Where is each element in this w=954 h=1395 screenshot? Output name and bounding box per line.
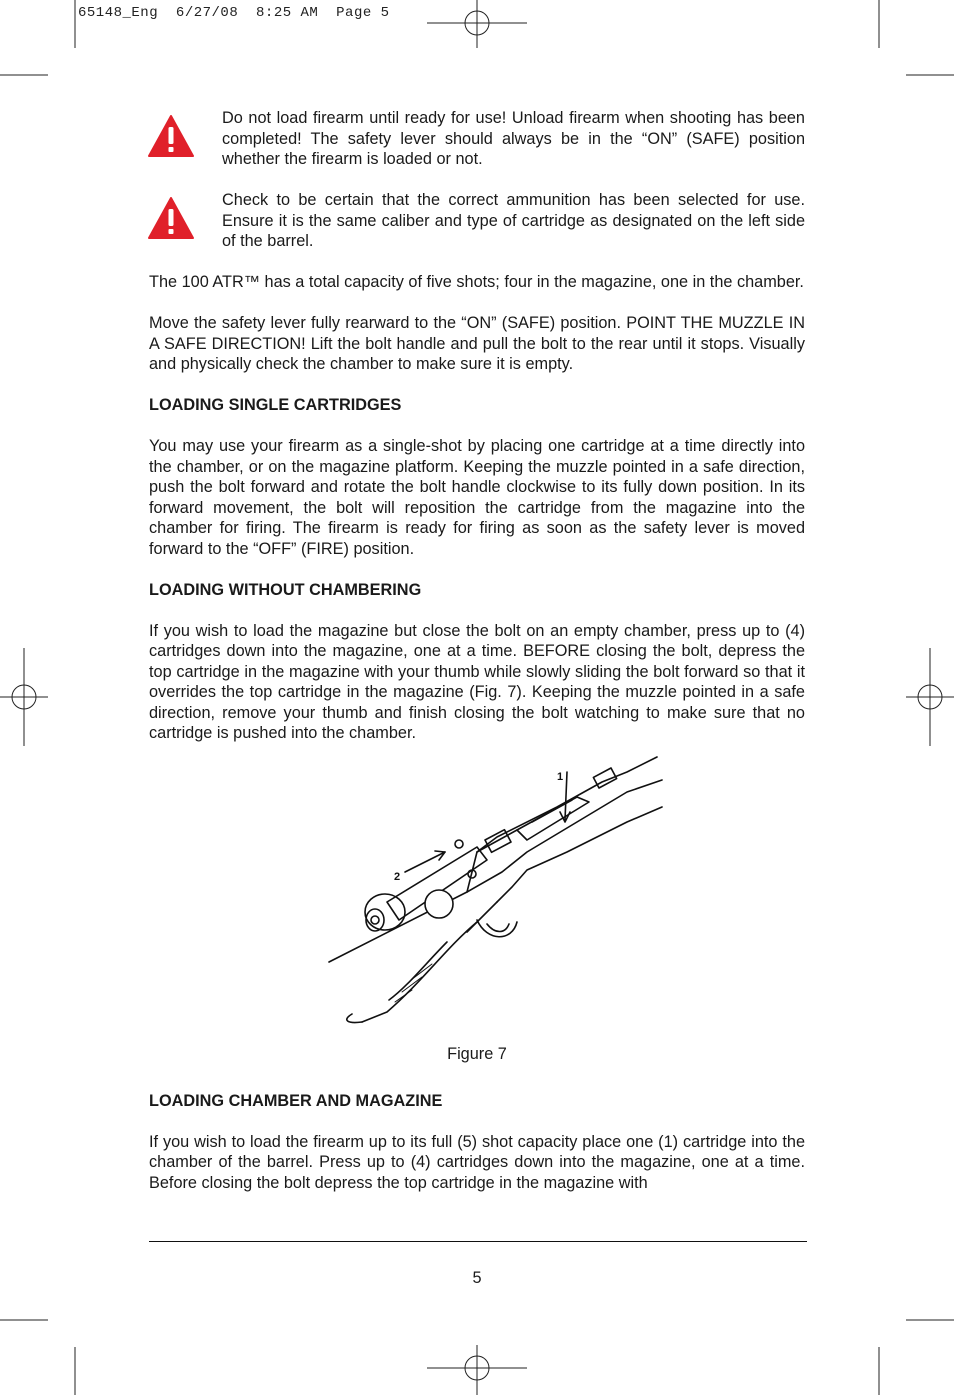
page-content <box>149 108 805 1193</box>
section-heading-chamber-and-magazine: LOADING CHAMBER AND MAGAZINE <box>149 1091 443 1110</box>
warning-text-2: Check to be certain that the correct ammunition has been selected for use. Ensure it is the same caliber and type of cartridge as designated on the left side of the barrel. <box>222 191 805 250</box>
registration-mark-left <box>0 648 48 746</box>
registration-mark-bottom <box>427 1345 527 1395</box>
registration-mark-top <box>427 0 527 48</box>
capacity-paragraph: The 100 ATR™ has a total capacity of five shots; four in the magazine, one in the chamber. <box>149 273 804 291</box>
section-body-without-chambering: If you wish to load the magazine but close the bolt on an empty chamber, press up to (4) cartridges down into the magazine, one at a time. BEFORE closing the bolt, depress the top cartridge in the magazine with your thumb while slowly sliding the bolt forward so that it overrides the top cartridge in the magazine (Fig. 7). Keeping the muzzle pointed in a safe direction, remove your thumb and finish closing the bolt watching to make sure that no cartridge is pushed into the chamber. <box>149 621 805 742</box>
warning-triangle-icon <box>147 196 195 240</box>
warning-block-1 <box>149 108 805 170</box>
callout-2-label: 2 <box>394 870 401 883</box>
warning-triangle-icon <box>147 114 195 158</box>
section-heading-single: LOADING SINGLE CARTRIDGES <box>149 396 402 414</box>
printer-slug: 65148_Eng 6/27/08 8:25 AM Page 5 <box>78 5 390 21</box>
footer-rule <box>149 1241 807 1242</box>
section-heading-without-chambering: LOADING WITHOUT CHAMBERING <box>149 580 422 599</box>
warning-text-1: Do not load firearm until ready for use! Unload firearm when shooting has been completed! The safety lever should always be in the “ON” (SAFE) position whether the firearm is loaded or not. <box>222 109 805 168</box>
warning-block-2 <box>149 190 805 252</box>
registration-mark-right <box>906 648 954 746</box>
figure-caption: Figure 7 <box>447 1044 507 1063</box>
page-number: 5 <box>472 1269 482 1287</box>
safety-check-paragraph: Move the safety lever fully rearward to the “ON” (SAFE) position. POINT THE MUZZLE IN A SAFE DIRECTION! Lift the bolt handle and pull the bolt to the rear until it stops. Visually and physically check the chamber to make sure it is empty. <box>149 314 805 373</box>
callout-1-label: 1 <box>557 770 564 783</box>
section-body-single: You may use your firearm as a single-shot by placing one cartridge at a time directly into the chamber, or on the magazine platform. Keeping the muzzle pointed in a safe direction, push the bolt forward and rotate the bolt handle clockwise to its fully down position. In its forward movement, the bolt will reposition the cartridge from the magazine into the chamber for firing. The firearm is ready for firing as soon as the safety lever is moved forward to the “OFF” (FIRE) position. <box>149 437 805 558</box>
section-body-chamber-and-magazine: If you wish to load the firearm up to its full (5) shot capacity place one (1) cartridge into the chamber of the barrel. Press up to (4) cartridges down into the magazine, one at a time. Before closing the bolt depress the top cartridge in the magazine with <box>149 1132 805 1192</box>
rifle-bolt-illustration <box>327 752 667 1037</box>
figure-7 <box>149 744 805 1044</box>
